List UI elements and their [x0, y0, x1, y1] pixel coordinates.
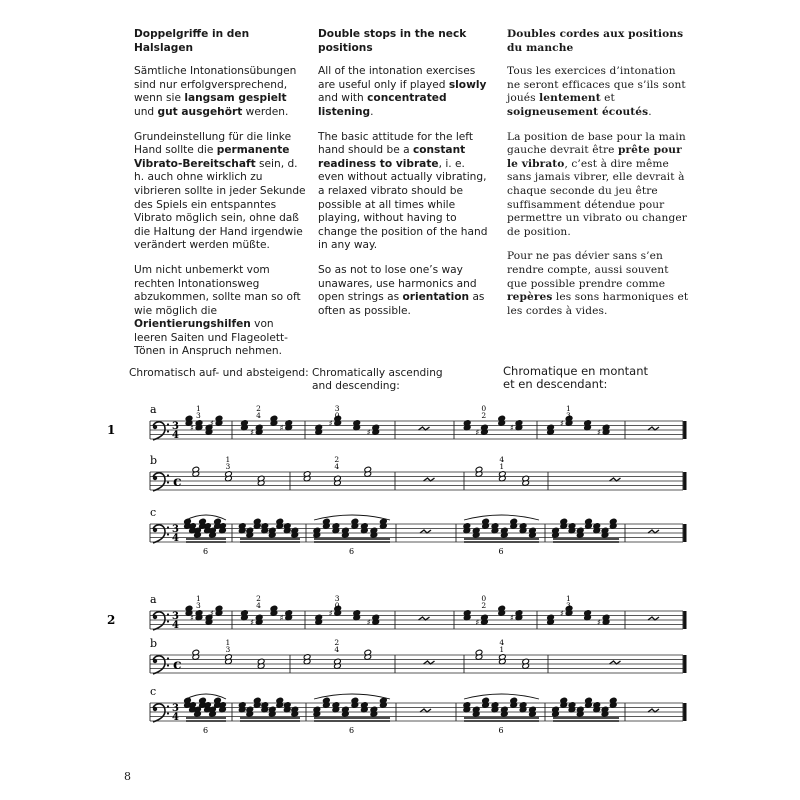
fingering-number: 0: [334, 411, 340, 420]
bass-clef-dot-icon: [153, 476, 157, 480]
accidental-sharp-icon: ♯: [366, 618, 371, 627]
chromatic-caption-german: Chromatisch auf- und absteigend:: [129, 367, 309, 379]
multi-measure-rest-icon: [648, 427, 659, 430]
fingering-number: 1: [566, 404, 571, 413]
fingering-number: 3: [334, 594, 340, 603]
staff-label: c: [150, 685, 157, 698]
fingering-number: 1: [499, 462, 505, 471]
accidental-sharp-icon: ♯: [509, 613, 514, 623]
bass-clef-dot-icon: [167, 423, 169, 425]
accidental-sharp-icon: ♯: [328, 419, 333, 428]
accidental-sharp-icon: ♯: [279, 613, 284, 623]
fingering-number: 1: [196, 594, 201, 603]
bass-clef-dot-icon: [167, 712, 169, 714]
slur-line: [464, 694, 539, 699]
german-paragraph-2: Grundeinstellung für die linke Hand sollte die permanente Vibrato-Bereitschaft sein, d. h. auch ohne wirklich zu vibrieren sollte in jeder Sekunde des Spiels ein entspanntes Vibrato möglich sein, ohne daß die Haltung der Hand irgendwie verändert werden müßte.: [134, 130, 306, 252]
german-title: Doppelgriffe in den Halslagen: [134, 28, 250, 54]
fingering-number: 2: [256, 594, 261, 603]
time-signature-denominator: 4: [172, 712, 179, 723]
staff-label: c: [150, 506, 157, 519]
multi-measure-rest-icon: [648, 709, 659, 712]
final-bar-line: [684, 524, 687, 542]
french-title: Doubles cordes aux positions du manche: [507, 28, 684, 54]
english-paragraph-3: So as not to lose one’s way unawares, use harmonics and open strings as orientation as often as possible.: [318, 263, 485, 317]
bass-clef-dot-icon: [167, 657, 169, 659]
tuplet-number: 6: [498, 547, 504, 556]
accidental-sharp-icon: ♯: [190, 423, 194, 433]
german-paragraph-1: Sämtliche Intonationsübungen sind nur erfolgversprechend, wenn sie langsam gespielt und gut ausgehört werden.: [134, 65, 297, 118]
bass-clef-dot-icon: [167, 481, 169, 483]
time-signature-denominator: 4: [172, 533, 179, 544]
bass-clef-dot-icon: [153, 659, 157, 663]
accidental-sharp-icon: ♯: [210, 419, 214, 428]
multi-measure-rest-icon: [424, 478, 435, 481]
tuplet-number: 6: [498, 726, 504, 735]
fingering-number: 3: [566, 601, 571, 610]
bass-clef-dot-icon: [167, 533, 169, 535]
fingering-number: 1: [566, 594, 571, 603]
accidental-sharp-icon: ♯: [250, 428, 255, 437]
bass-clef-dot-icon: [153, 615, 157, 619]
fingering-number: 0: [481, 594, 487, 603]
staff-label: a: [150, 593, 157, 606]
time-signature-numerator: 3: [172, 421, 179, 432]
final-bar-line: [684, 655, 687, 673]
bass-clef-dot-icon: [153, 707, 157, 711]
fingering-number: 3: [334, 404, 340, 413]
bass-clef-dot-icon: [167, 474, 169, 476]
fingering-number: 4: [334, 462, 340, 471]
final-bar-line: [684, 611, 687, 629]
fingering-number: 1: [196, 404, 201, 413]
fingering-number: 2: [481, 601, 487, 610]
chromatic-caption-english: Chromatically ascending and descending:: [312, 367, 443, 392]
exercise-number: 1: [107, 423, 116, 437]
staff-label: b: [150, 637, 158, 650]
fingering-number: 1: [225, 638, 231, 647]
chromatic-caption-french: Chromatique en montant et en descendant:: [503, 364, 649, 391]
accidental-sharp-icon: ♯: [366, 428, 371, 437]
bass-clef-icon: [153, 422, 165, 440]
tuplet-number: 6: [203, 726, 209, 735]
bass-clef-icon: [153, 656, 165, 674]
time-signature-denominator: 4: [172, 430, 179, 441]
multi-measure-rest-icon: [420, 709, 431, 712]
fingering-number: 2: [481, 411, 487, 420]
time-signature-denominator: 4: [172, 620, 179, 631]
staff-label: a: [150, 403, 157, 416]
bass-clef-dot-icon: [167, 526, 169, 528]
accidental-sharp-icon: ♯: [250, 618, 255, 627]
exercise-number: 2: [107, 613, 116, 627]
fingering-number: 0: [334, 601, 340, 610]
fingering-number: 0: [481, 404, 487, 413]
accidental-sharp-icon: ♯: [210, 609, 214, 618]
english-paragraph-1: All of the intonation exercises are useful only if played slowly and with concentrated listening.: [318, 65, 487, 118]
multi-measure-rest-icon: [648, 617, 659, 620]
fingering-number: 4: [256, 601, 261, 610]
final-bar-line: [684, 421, 687, 439]
fingering-number: 4: [256, 411, 261, 420]
slur-line: [464, 515, 539, 520]
fingering-number: 3: [196, 601, 201, 610]
fingering-number: 3: [225, 462, 231, 471]
bass-clef-dot-icon: [167, 705, 169, 707]
bass-clef-dot-icon: [167, 664, 169, 666]
time-signature-numerator: 3: [172, 611, 179, 622]
accidental-sharp-icon: ♯: [509, 423, 514, 433]
fingering-number: 3: [225, 645, 231, 654]
bass-clef-icon: [153, 473, 165, 491]
french-paragraph-3: Pour ne pas dévier sans s’en rendre compte, aussi souvent que possible prendre comme repères les sons harmoniques et les cordes à vides.: [507, 250, 689, 317]
final-bar-line: [684, 703, 687, 721]
accidental-sharp-icon: ♯: [597, 428, 601, 437]
multi-measure-rest-icon: [648, 530, 659, 533]
french-paragraph-1: Tous les exercices d’intonation ne seront efficaces que s’ils sont joués lentement et soigneusement écoutés.: [507, 65, 686, 118]
fingering-number: 2: [334, 638, 340, 647]
fingering-number: 2: [334, 455, 340, 464]
german-paragraph-3: Um nicht unbemerkt vom rechten Intonationsweg abzukommen, sollte man so oft wie möglich die Orientierungshilfen von leeren Saiten und Flageolett-Tönen in Anspruch nehmen.: [134, 263, 301, 358]
accidental-sharp-icon: ♯: [475, 428, 480, 437]
bass-clef-icon: [153, 612, 165, 630]
fingering-number: 4: [334, 645, 340, 654]
multi-measure-rest-icon: [610, 478, 621, 481]
multi-measure-rest-icon: [419, 617, 430, 620]
tuplet-number: 6: [349, 726, 355, 735]
bass-clef-dot-icon: [167, 620, 169, 622]
common-time-signature: c: [173, 657, 182, 673]
fingering-number: 2: [256, 404, 261, 413]
time-signature-numerator: 3: [172, 703, 179, 714]
french-paragraph-2: La position de base pour la main gauche devrait être prête pour le vibrato, c’est à dire même sans jamais vibrer, elle devrait à chaque seconde du jeu être suffisamment détendue pour permettre un vibrato ou changer de position.: [507, 130, 687, 238]
page-number: 8: [124, 770, 131, 783]
bass-clef-dot-icon: [167, 613, 169, 615]
multi-measure-rest-icon: [420, 530, 431, 533]
accidental-sharp-icon: ♯: [560, 609, 564, 618]
accidental-sharp-icon: ♯: [560, 419, 564, 428]
accidental-sharp-icon: ♯: [279, 423, 284, 433]
bass-clef-icon: [153, 525, 165, 543]
fingering-number: 1: [499, 645, 505, 654]
fingering-number: 3: [196, 411, 201, 420]
fingering-number: 4: [499, 455, 505, 464]
multi-measure-rest-icon: [419, 427, 430, 430]
fingering-number: 3: [566, 411, 571, 420]
tuplet-number: 6: [203, 547, 209, 556]
common-time-signature: c: [173, 474, 182, 490]
english-title: Double stops in the neck positions: [318, 28, 467, 54]
final-bar-line: [684, 472, 687, 490]
bass-clef-dot-icon: [153, 528, 157, 532]
accidental-sharp-icon: ♯: [475, 618, 480, 627]
bass-clef-dot-icon: [153, 425, 157, 429]
bass-clef-dot-icon: [167, 430, 169, 432]
fingering-number: 4: [499, 638, 505, 647]
accidental-sharp-icon: ♯: [328, 609, 333, 618]
multi-measure-rest-icon: [610, 661, 621, 664]
bass-clef-icon: [153, 704, 165, 722]
accidental-sharp-icon: ♯: [190, 613, 194, 623]
tuplet-number: 6: [349, 547, 355, 556]
multi-measure-rest-icon: [424, 661, 435, 664]
fingering-number: 1: [225, 455, 231, 464]
english-paragraph-2: The basic attitude for the left hand should be a constant readiness to vibrate, i. e. even without actually vibrating, a relaxed vibrato should be possible at all times while playing, without having to change the position of the hand in any way.: [318, 130, 488, 252]
accidental-sharp-icon: ♯: [597, 618, 601, 627]
time-signature-numerator: 3: [172, 524, 179, 535]
staff-label: b: [150, 454, 158, 467]
